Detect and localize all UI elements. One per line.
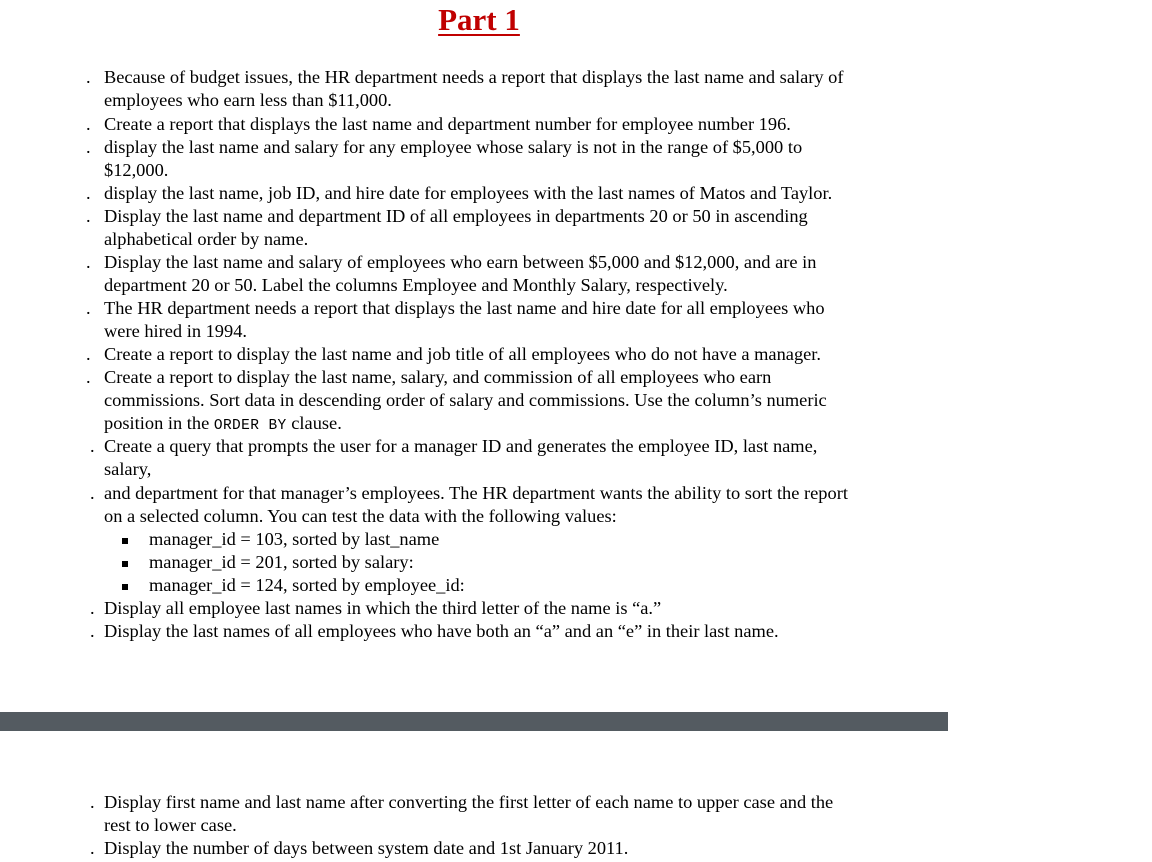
list-marker: . (86, 114, 91, 134)
list-marker: . (86, 206, 91, 226)
list-item-text: display the last name, job ID, and hire date for employees with the last names of Matos and Taylor. (104, 183, 833, 203)
sub-list-item: manager_id = 124, sorted by employee_id: (149, 575, 465, 595)
viewer-background (948, 0, 1152, 862)
bullet-square-icon (122, 538, 128, 544)
text-run: clause. (286, 413, 342, 433)
list-item-text: Display the last name and salary of employees who earn between $5,000 and $12,000, and are in (104, 252, 817, 272)
list-marker: . (90, 792, 95, 812)
list-item-text: display the last name and salary for any employee whose salary is not in the range of $5,000 to (104, 137, 803, 157)
list-marker: . (86, 137, 91, 157)
list-item-text: Display first name and last name after converting the first letter of each name to upper case and the (104, 792, 834, 812)
page-title: Part 1 (438, 2, 520, 37)
sub-list-item: manager_id = 103, sorted by last_name (149, 529, 440, 549)
bullet-square-icon (122, 584, 128, 590)
list-item-text: Display the number of days between system date and 1st January 2011. (104, 838, 629, 858)
list-item-text: alphabetical order by name. (104, 229, 309, 249)
list-marker: . (86, 252, 91, 272)
text-run: position in the (104, 413, 214, 433)
sql-keyword: ORDER BY (213, 418, 287, 434)
list-item-text: on a selected column. You can test the data with the following values: (104, 506, 617, 526)
list-item-text: $12,000. (104, 160, 169, 180)
sub-list-item: manager_id = 201, sorted by salary: (149, 552, 414, 572)
list-item-text: rest to lower case. (104, 815, 237, 835)
list-marker: . (90, 598, 95, 618)
list-marker: . (90, 483, 95, 503)
list-marker: . (86, 183, 91, 203)
list-marker: . (86, 67, 91, 87)
list-marker: . (90, 621, 95, 641)
list-item-text: salary, (104, 459, 152, 479)
list-item-text: Display the last names of all employees who have both an “a” and an “e” in their last name. (104, 621, 779, 641)
list-item-text: department 20 or 50. Label the columns Employee and Monthly Salary, respectively. (104, 275, 728, 295)
list-item-text: and department for that manager’s employees. The HR department wants the ability to sort the report (104, 483, 848, 503)
list-item-text: employees who earn less than $11,000. (104, 90, 392, 110)
list-marker: . (86, 367, 91, 387)
list-marker: . (90, 838, 95, 858)
list-marker: . (86, 298, 91, 318)
page-separator (0, 712, 948, 731)
list-item-text: were hired in 1994. (104, 321, 247, 341)
list-item-text: Create a report to display the last name and job title of all employees who do not have a manager. (104, 344, 822, 364)
list-item-text: commissions. Sort data in descending order of salary and commissions. Use the column’s numeric (104, 390, 827, 410)
list-item-text: Display the last name and department ID of all employees in departments 20 or 50 in ascending (104, 206, 808, 226)
list-item-text: Create a report to display the last name, salary, and commission of all employees who earn (104, 367, 772, 387)
list-marker: . (90, 436, 95, 456)
list-item-text: Display all employee last names in which the third letter of the name is “a.” (104, 598, 662, 618)
bullet-square-icon (122, 561, 128, 567)
list-item-text: Create a query that prompts the user for a manager ID and generates the employee ID, last name, (104, 436, 818, 456)
list-item-text: Because of budget issues, the HR department needs a report that displays the last name and salary of (104, 67, 844, 87)
list-marker: . (86, 344, 91, 364)
list-item-text: The HR department needs a report that displays the last name and hire date for all employees who (104, 298, 825, 318)
list-item-text: Create a report that displays the last name and department number for employee number 196. (104, 114, 791, 134)
